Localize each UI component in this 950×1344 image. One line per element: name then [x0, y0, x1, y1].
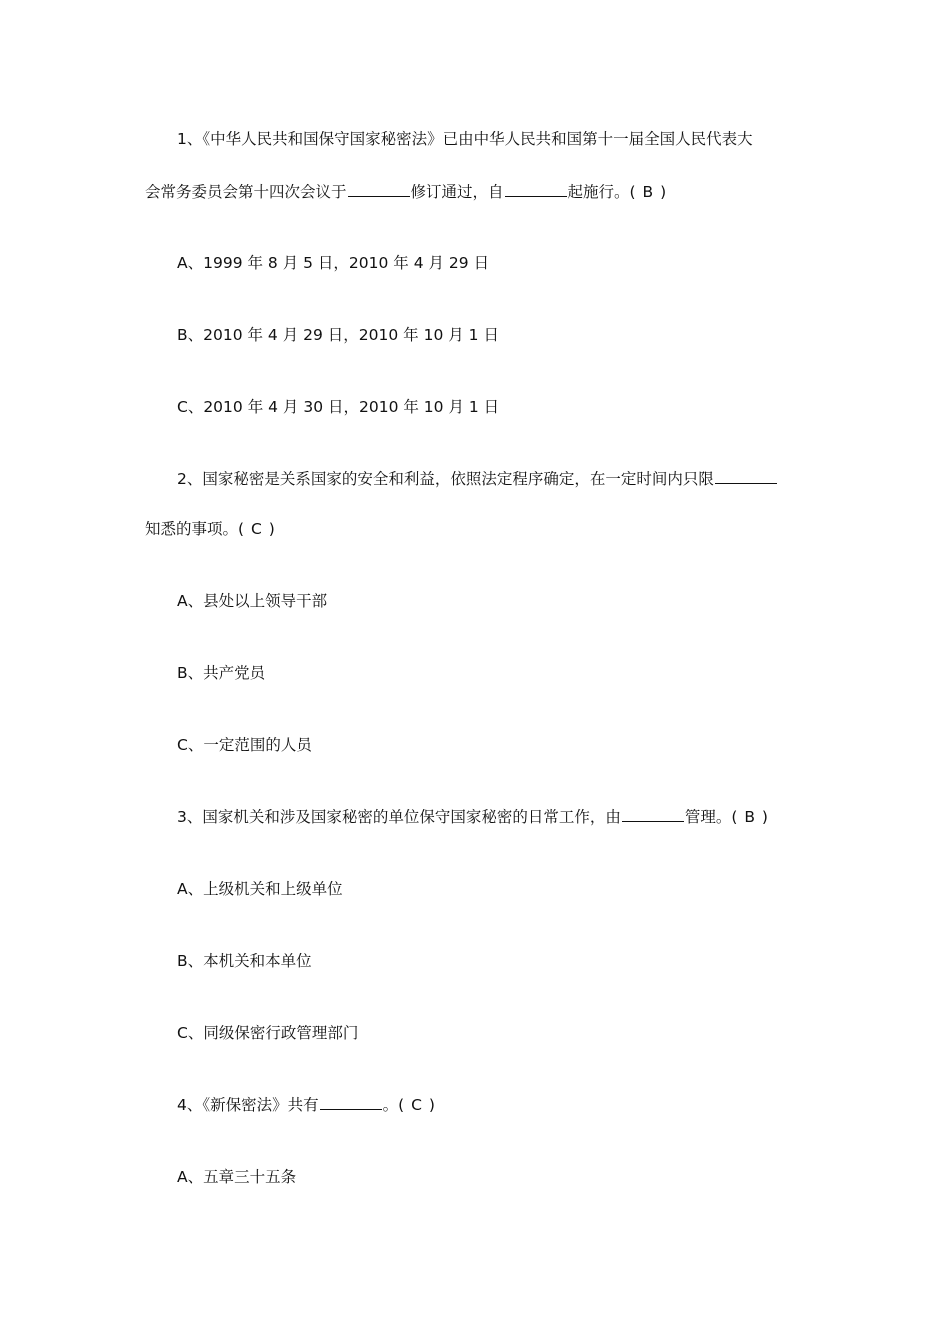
question-3-option-c: C、同级保密行政管理部门: [177, 1024, 359, 1042]
question-1-text-a: 会常务委员会第十四次会议于: [145, 183, 347, 201]
question-4-text-a: 4、《新保密法》共有: [177, 1096, 319, 1114]
question-3-option-a: A、上级机关和上级单位: [177, 880, 343, 898]
fill-blank: [348, 181, 410, 197]
question-1-line-2: [145, 181, 810, 203]
question-2-line-1: [177, 468, 842, 490]
question-2-option-b: B、共产党员: [177, 664, 266, 682]
question-4-option-a: A、五章三十五条: [177, 1168, 297, 1186]
question-1-text: 1、《中华人民共和国保守国家秘密法》已由中华人民共和国第十一届全国人民代表大: [177, 130, 753, 148]
question-1-option-a: A、1999 年 8 月 5 日，2010 年 4 月 29 日: [177, 254, 490, 272]
question-2-line-2: [145, 518, 810, 540]
question-3-line-1: [177, 806, 842, 828]
question-2-answer: ( C ): [238, 520, 276, 538]
fill-blank: [715, 468, 777, 484]
question-4-text-b: 。: [382, 1096, 399, 1114]
fill-blank: [622, 806, 684, 822]
question-4-line-1: [177, 1094, 842, 1116]
question-1-text-b: 修订通过，自: [410, 183, 504, 201]
question-3-answer: ( B ): [731, 808, 769, 826]
question-1-option-b: B、2010 年 4 月 29 日，2010 年 10 月 1 日: [177, 326, 499, 344]
question-2-text-b: 知悉的事项。: [145, 520, 239, 538]
question-4-answer: ( C ): [398, 1096, 436, 1114]
question-1-text-c: 起施行。: [567, 183, 630, 201]
question-2-option-a: A、县处以上领导干部: [177, 592, 328, 610]
fill-blank: [505, 181, 567, 197]
question-2-text: 2、国家秘密是关系国家的安全和利益，依照法定程序确定，在一定时间内只限: [177, 470, 714, 488]
question-1-answer: ( B ): [629, 183, 668, 201]
question-1-line-1: [177, 128, 842, 150]
question-3-text-b: 管理。: [684, 808, 732, 826]
fill-blank: [320, 1094, 382, 1110]
question-3-option-b: B、本机关和本单位: [177, 952, 312, 970]
question-2-option-c: C、一定范围的人员: [177, 736, 312, 754]
question-3-text-a: 3、国家机关和涉及国家秘密的单位保守国家秘密的日常工作，由: [177, 808, 621, 826]
question-1-option-c: C、2010 年 4 月 30 日，2010 年 10 月 1 日: [177, 398, 500, 416]
